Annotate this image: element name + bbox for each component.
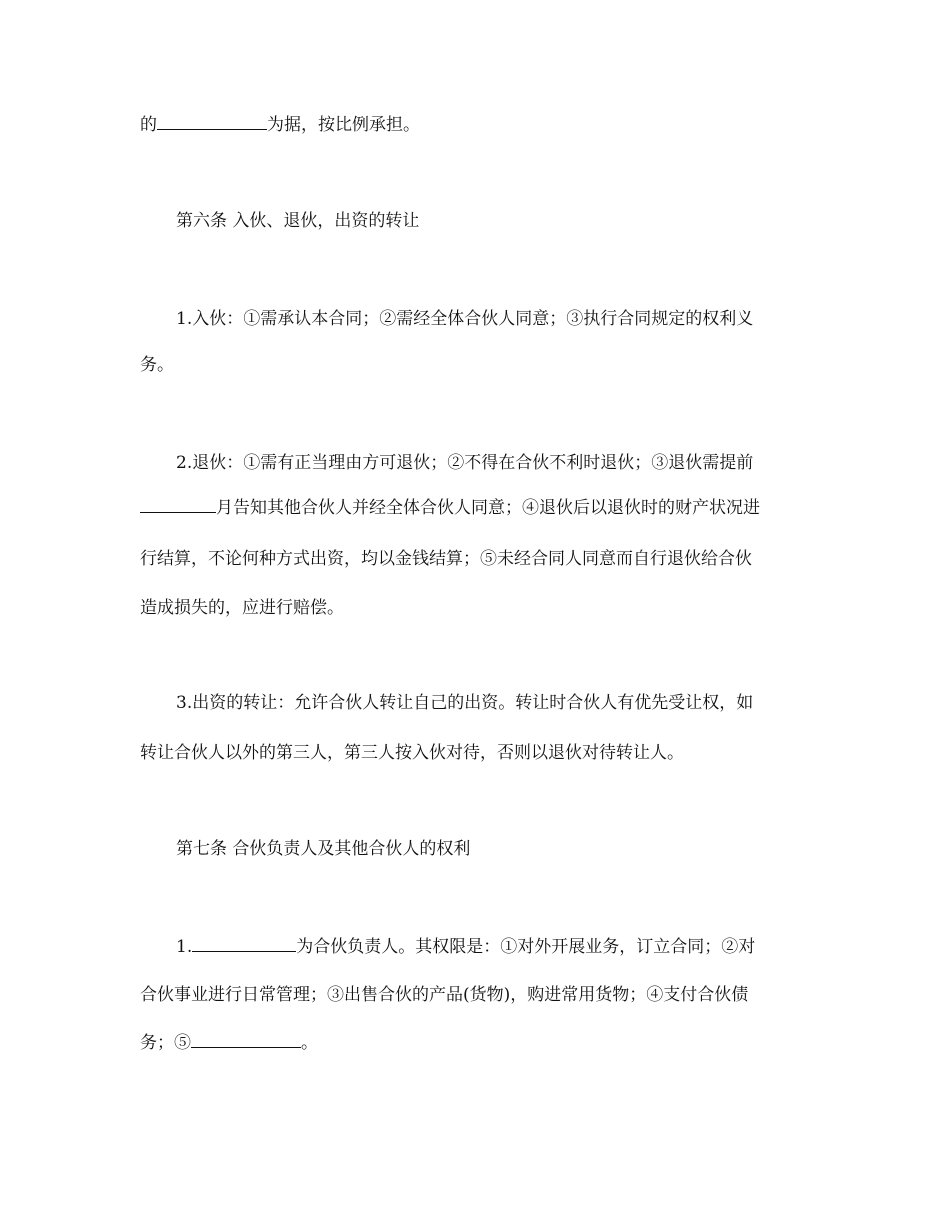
text-segment: 的 xyxy=(140,115,157,135)
fill-blank xyxy=(157,114,267,130)
text-line: 3.出资的转让：允许合伙人转让自己的出资。转让时合伙人有优先受让权，如 xyxy=(176,693,754,713)
text-segment: 为据，按比例承担。 xyxy=(267,115,420,135)
text-line: 2.退伙：①需有正当理由方可退伙；②不得在合伙不利时退伙；③退伙需提前 xyxy=(176,453,754,473)
text-line xyxy=(140,497,760,519)
fill-blank xyxy=(140,497,216,513)
text-segment: 1. xyxy=(176,937,193,957)
text-line xyxy=(140,1032,318,1054)
text-segment: 月告知其他合伙人并经全体合伙人同意；④退伙后以退伙时的财产状况进 xyxy=(216,498,760,518)
article-heading: 第七条 合伙负责人及其他合伙人的权利 xyxy=(176,839,471,859)
fill-blank xyxy=(191,1032,301,1048)
text-segment: 务；⑤ xyxy=(140,1033,191,1053)
text-line: 1.入伙：①需承认本合同；②需经全体合伙人同意；③执行合同规定的权利义 xyxy=(176,309,754,329)
text-line: 合伙事业进行日常管理；③出售合伙的产品(货物)，购进常用货物；④支付合伙债 xyxy=(140,985,749,1005)
text-line: 务。 xyxy=(140,355,174,375)
text-line xyxy=(140,114,420,136)
article-heading: 第六条 入伙、退伙，出资的转让 xyxy=(176,211,420,231)
text-segment: 。 xyxy=(301,1033,318,1053)
text-line xyxy=(176,936,755,958)
text-line: 造成损失的，应进行赔偿。 xyxy=(140,598,344,618)
fill-blank xyxy=(192,936,296,952)
text-line: 行结算，不论何种方式出资，均以金钱结算；⑤未经合同人同意而自行退伙给合伙 xyxy=(140,549,752,569)
text-segment: 为合伙负责人。其权限是：①对外开展业务，订立合同；②对 xyxy=(296,937,756,957)
text-line: 转让合伙人以外的第三人，第三人按入伙对待，否则以退伙对待转让人。 xyxy=(140,743,684,763)
